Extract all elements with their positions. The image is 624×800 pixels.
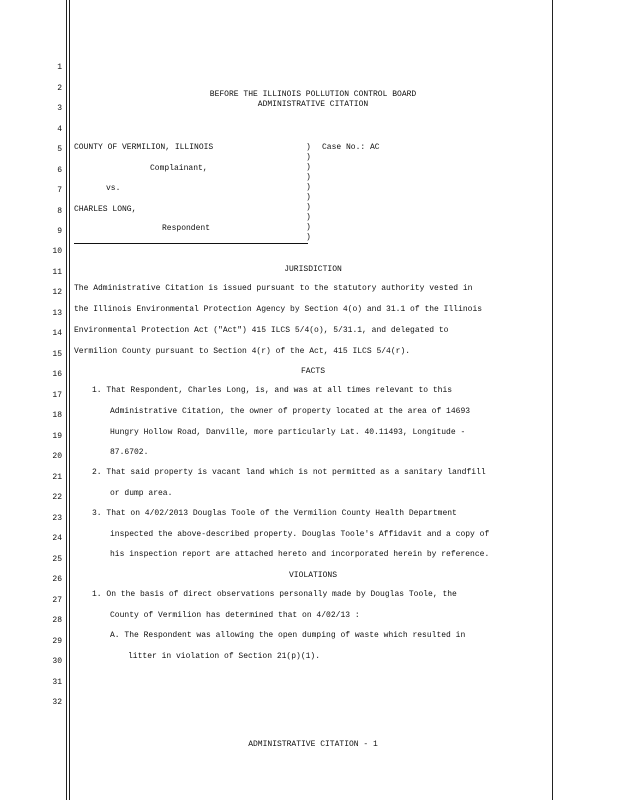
line-number: 9	[57, 227, 62, 236]
versus: vs.	[106, 184, 121, 193]
fact-line: 1. That Respondent, Charles Long, is, and was at all times relevant to this	[92, 386, 453, 395]
line-number: 3	[57, 104, 62, 113]
line-number: 7	[57, 186, 62, 195]
respondent-party: CHARLES LONG,	[74, 205, 137, 214]
line-number: 24	[52, 534, 62, 543]
right-margin-rule	[552, 0, 553, 800]
violation-line: A. The Respondent was allowing the open dumping of waste which resulted in	[110, 631, 466, 640]
board-title: BEFORE THE ILLINOIS POLLUTION CONTROL BOARD	[209, 90, 417, 99]
case-number: Case No.: AC	[322, 143, 380, 152]
line-number: 21	[52, 473, 62, 482]
violation-line: 1. On the basis of direct observations personally made by Douglas Toole, the	[92, 590, 457, 599]
line-number: 25	[52, 555, 62, 564]
line-number: 29	[52, 637, 62, 646]
jurisdiction-line: Environmental Protection Act ("Act") 415 ILCS 5/4(o), 5/31.1, and delegated to	[74, 326, 449, 335]
line-number: 20	[52, 452, 62, 461]
line-number: 31	[52, 678, 62, 687]
complainant-role: Complainant,	[150, 164, 208, 173]
fact-line: Administrative Citation, the owner of property located at the area of 14693	[110, 407, 471, 416]
line-number: 16	[52, 370, 62, 379]
left-margin-rule	[66, 0, 67, 800]
line-number: 17	[52, 391, 62, 400]
jurisdiction-heading: JURISDICTION	[284, 265, 342, 274]
violation-line: litter in violation of Section 21(p)(1).	[128, 652, 321, 661]
line-number: 5	[57, 145, 62, 154]
line-number: 13	[52, 309, 62, 318]
line-number: 1	[57, 63, 62, 72]
line-number: 10	[52, 247, 62, 256]
line-number: 11	[52, 268, 62, 277]
line-number: 19	[52, 432, 62, 441]
line-number: 22	[52, 493, 62, 502]
fact-line: 2. That said property is vacant land which is not permitted as a sanitary landfill	[92, 468, 486, 477]
line-number: 28	[52, 616, 62, 625]
line-number: 27	[52, 596, 62, 605]
line-number: 26	[52, 575, 62, 584]
fact-line: Hungry Hollow Road, Danville, more particularly Lat. 40.11493, Longitude -	[110, 428, 466, 437]
fact-line: or dump area.	[110, 489, 173, 498]
document-type: ADMINISTRATIVE CITATION	[257, 100, 369, 109]
line-number: 14	[52, 329, 62, 338]
jurisdiction-line: Vermilion County pursuant to Section 4(r) of the Act, 415 ILCS 5/4(r).	[74, 347, 411, 356]
line-number: 4	[57, 125, 62, 134]
fact-line: 87.6702.	[110, 448, 149, 457]
jurisdiction-line: The Administrative Citation is issued pursuant to the statutory authority vested in	[74, 284, 473, 293]
caption-bracket: ) ) ) ) ) ) ) ) ) )	[306, 143, 311, 242]
fact-line: inspected the above-described property. Douglas Toole's Affidavit and a copy of	[110, 530, 490, 539]
violations-heading: VIOLATIONS	[288, 571, 337, 580]
line-number: 18	[52, 411, 62, 420]
facts-heading: FACTS	[300, 367, 325, 376]
line-number: 8	[57, 207, 62, 216]
jurisdiction-line: the Illinois Environmental Protection Agency by Section 4(o) and 31.1 of the Illinois	[74, 305, 483, 314]
respondent-role: Respondent	[162, 224, 211, 233]
line-number: 2	[57, 84, 62, 93]
fact-line: his inspection report are attached hereto and incorporated herein by reference.	[110, 550, 490, 559]
violation-line: County of Vermilion has determined that on 4/02/13 :	[110, 611, 360, 620]
line-number: 30	[52, 657, 62, 666]
caption-rule	[74, 243, 308, 244]
complainant-party: COUNTY OF VERMILION, ILLINOIS	[74, 143, 214, 152]
page-footer: ADMINISTRATIVE CITATION - 1	[248, 740, 378, 749]
line-number: 15	[52, 350, 62, 359]
line-number: 32	[52, 698, 62, 707]
line-number: 12	[52, 288, 62, 297]
fact-line: 3. That on 4/02/2013 Douglas Toole of the Vermilion County Health Department	[92, 509, 457, 518]
line-number: 23	[52, 514, 62, 523]
left-margin-rule-inner	[69, 0, 70, 800]
line-number: 6	[57, 166, 62, 175]
